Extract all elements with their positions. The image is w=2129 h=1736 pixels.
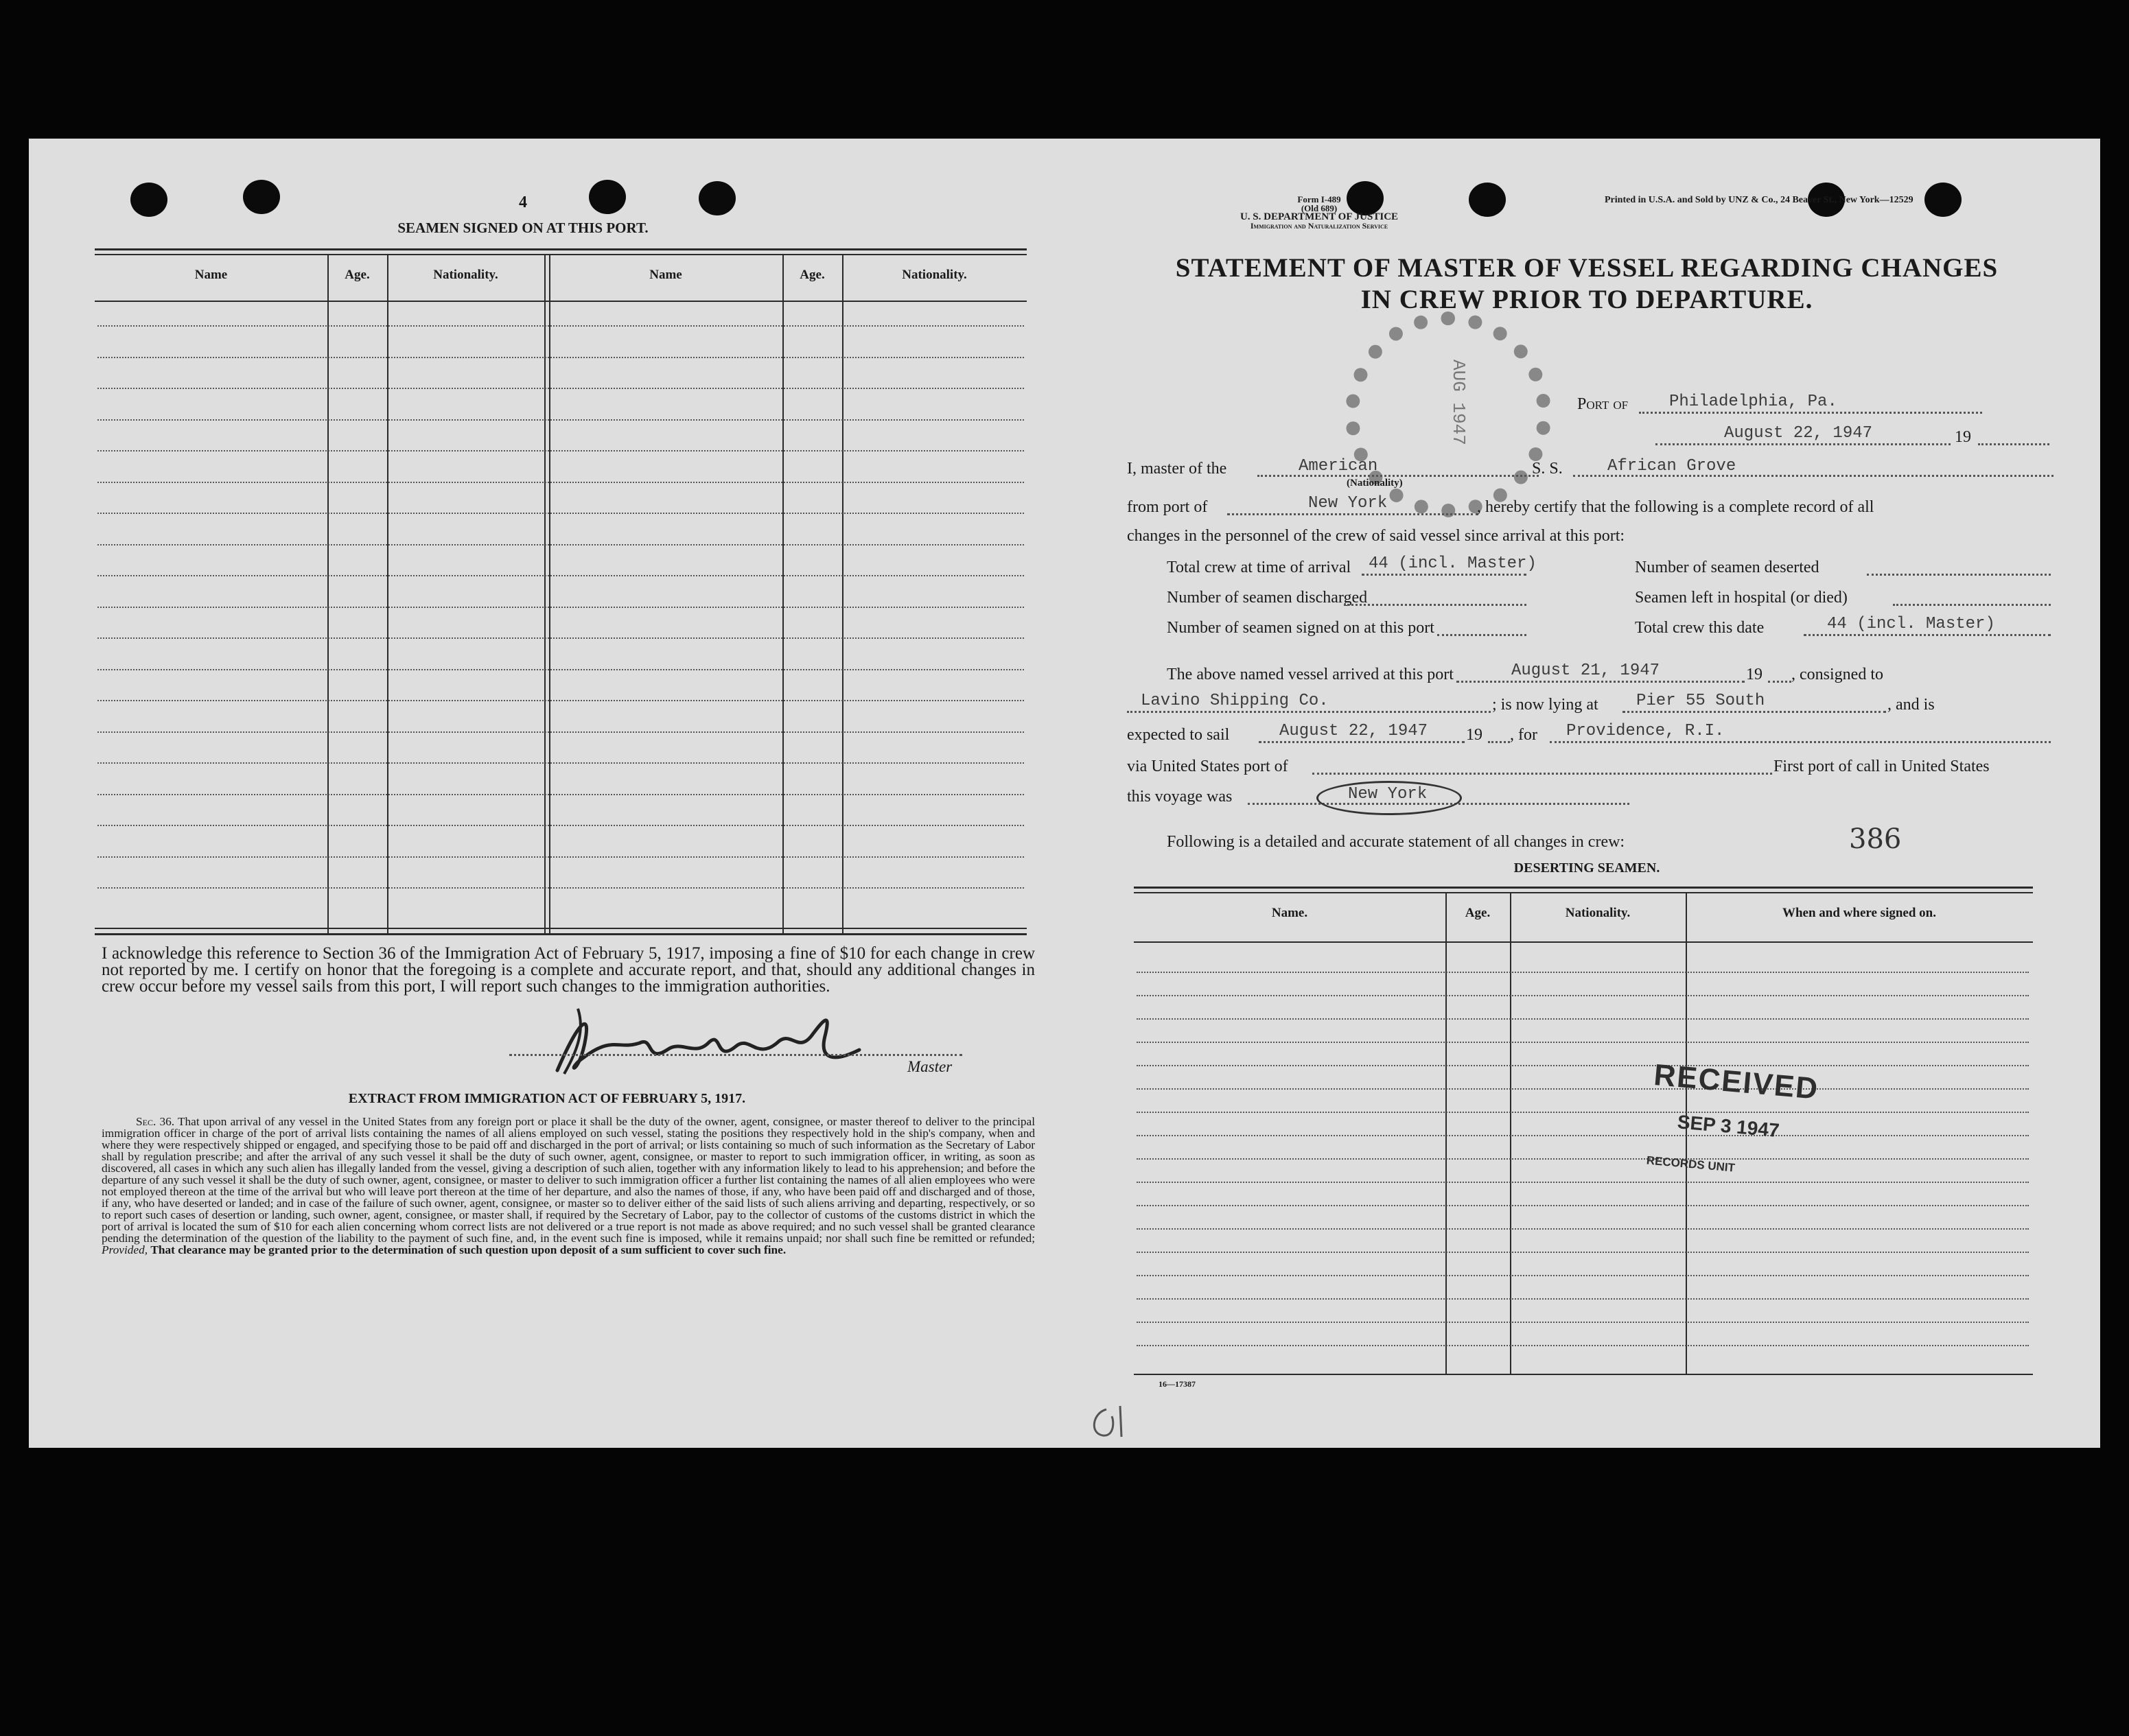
table-row: [97, 482, 1024, 483]
table-row: [97, 419, 1024, 421]
table-row: [97, 669, 1024, 670]
table-row: [97, 794, 1024, 795]
table-row: [1137, 1275, 2029, 1276]
table-row: [1137, 1322, 2029, 1323]
form-title: STATEMENT OF MASTER OF VESSEL REGARDING CHANGES IN CREW PRIOR TO DEPARTURE.: [1175, 253, 1999, 314]
port-label: Port of: [1577, 395, 1629, 413]
table-row: [97, 388, 1024, 389]
ss-label: S. S.: [1532, 460, 1563, 478]
table-row: [97, 575, 1024, 576]
voyage-label: this voyage was: [1127, 788, 1233, 806]
deserting-heading: DESERTING SEAMEN.: [1513, 860, 1660, 876]
expected-year: 19: [1466, 726, 1482, 744]
table-row: [1137, 1158, 2029, 1160]
table-row: [1137, 1112, 2029, 1113]
punch-hole: [1924, 183, 1962, 217]
punch-hole: [130, 183, 167, 217]
table-row: [1137, 1228, 2029, 1230]
column-header: Nationality.: [433, 268, 498, 282]
punch-hole: [1469, 183, 1506, 217]
printer-note: Printed in U.S.A. and Sold by UNZ & Co., 24 Beaver St., New York—12529: [1605, 195, 1913, 205]
year-prefix: 19: [1955, 428, 1971, 446]
arrived-label: The above named vessel arrived at this port: [1167, 666, 1454, 683]
first-port-label: First port of call in United States: [1773, 758, 1990, 775]
consigned-label: , consigned to: [1791, 666, 1883, 683]
table-row: [97, 731, 1024, 733]
for-label: , for: [1510, 726, 1537, 744]
table-row: [1137, 1252, 2029, 1253]
handwritten-number: 386: [1849, 823, 1902, 855]
certify-text: , hereby certify that the following is a complete record of all: [1477, 498, 1874, 516]
table-row: [1137, 1065, 2029, 1066]
extract-text: Sec. 36. That upon arrival of any vessel in the United States from any foreign port or place it shall be the duty of the owner, agent, consignee, or master thereof to deliver to the principal immigration officer in charge of the port of arrival lists containing the names of all aliens employed on such vessel, stating the positions they respectively hold in the ship's company, when and where they were respectively shipped or engaged, and specifying those to be paid off and discharged in the port of arrival; or lists containing so much of such information as the Secretary of Labor shall by regulation prescribe; and after the arrival of any such vessel it shall be the duty of such owner, agent, consignee, or master to report to such immigration officer, in writing, as soon as discovered, all cases in which any such alien has illegally landed from the vessel, giving a description of such alien, together with any information likely to lead to his apprehension; and before the departure of any such vessel it shall be the duty of such owner, agent, consignee, or master to deliver to such immigration officer a further list containing the names of all alien employees who were not employed thereon at the time of the arrival but who will leave port thereon at the time of her departure, and also the names of those, if any, who have been paid off and discharged and of those, if any, who have deserted or landed; and in case of the failure of such owner, agent, consignee, or master so to deliver either of the said lists of such aliens arriving and departing, respectively, or so to report such cases of desertion or landing, such owner, agent, consignee, or master shall, if required by the Secretary of Labor, pay to the collector of customs of the customs district in which the port of arrival is located the sum of $10 for each alien concerning whom correct lists are not delivered or a true report is not made as above required; and no such vessel shall be granted clearance pending the determination of the question of the liability to the payment of such fine, and, in the event such fine is imposed, while it remains unpaid; nor shall such fine be remitted or refunded; Provided, That clearance may be granted prior to the determination of such question upon deposit of a sum sufficient to cover such fine.: [102, 1115, 1036, 1256]
date-value: August 22, 1947: [1724, 424, 1873, 443]
from-port-value: New York: [1308, 494, 1388, 513]
table-row: [1137, 1205, 2029, 1206]
from-port-label: from port of: [1127, 498, 1208, 516]
left-page: [29, 139, 1065, 1448]
expected-value: August 22, 1947: [1279, 722, 1428, 740]
table-row: [1137, 1182, 2029, 1183]
deserted-label: Number of seamen deserted: [1635, 559, 1819, 576]
voyage-value: New York: [1348, 785, 1428, 804]
extract-title: EXTRACT FROM IMMIGRATION ACT OF FEBRUARY 5, 1917.: [348, 1091, 746, 1106]
footer-code: 16—17387: [1159, 1379, 1196, 1389]
pencil-mark: [1086, 1403, 1141, 1444]
nationality-value: American: [1299, 457, 1378, 476]
consignee-value: Lavino Shipping Co.: [1141, 692, 1329, 710]
column-header: Age.: [800, 268, 825, 282]
signed-on-heading: SEAMEN SIGNED ON AT THIS PORT.: [397, 220, 649, 236]
changes-text: changes in the personnel of the crew of said vessel since arrival at this port:: [1127, 527, 1625, 545]
column-header: When and where signed on.: [1782, 906, 1936, 920]
table-row: [97, 607, 1024, 608]
table-row: [1137, 972, 2029, 973]
expected-label: expected to sail: [1127, 726, 1230, 744]
arrived-year: 19: [1746, 666, 1762, 683]
column-header: Age.: [1465, 906, 1491, 920]
table-row: [97, 825, 1024, 826]
table-row: [1137, 1018, 2029, 1020]
table-row: [1137, 1345, 2029, 1346]
hospital-label: Seamen left in hospital (or died): [1635, 589, 1848, 607]
column-header: Nationality.: [1565, 906, 1631, 920]
circular-date-stamp: AUG 1947: [1345, 312, 1551, 517]
total-arrival-label: Total crew at time of arrival: [1167, 559, 1351, 576]
discharged-label: Number of seamen discharged: [1167, 589, 1368, 607]
via-label: via United States port of: [1127, 758, 1288, 775]
table-row: [97, 856, 1024, 858]
table-row: [1137, 1088, 2029, 1090]
master-of-label: I, master of the: [1127, 460, 1227, 478]
total-arrival-value: 44 (incl. Master): [1369, 554, 1537, 573]
following-text: Following is a detailed and accurate statement of all changes in crew:: [1167, 833, 1625, 851]
column-header: Name: [194, 268, 228, 282]
form-header: Form I-489 (Old 689) U. S. DEPARTMENT OF JUSTICE Immigration and Naturalization Service: [1240, 194, 1399, 231]
and-is-text: , and is: [1887, 696, 1935, 714]
master-signature: [537, 995, 894, 1084]
table-row: [97, 700, 1024, 701]
punch-hole: [243, 180, 280, 214]
page-number: 4: [519, 193, 527, 211]
table-row: [97, 887, 1024, 889]
column-header: Name.: [1271, 906, 1308, 920]
table-row: [97, 357, 1024, 358]
total-this-date-value: 44 (incl. Master): [1827, 615, 1995, 633]
column-header: Name: [649, 268, 682, 282]
punch-hole: [699, 181, 736, 215]
table-row: [97, 762, 1024, 764]
column-header: Age.: [345, 268, 370, 282]
table-row: [1137, 1298, 2029, 1300]
table-row: [1137, 1042, 2029, 1043]
received-stamp: RECEIVED SEP 3 1947 RECORDS UNIT: [1646, 1058, 1821, 1175]
table-row: [97, 544, 1024, 546]
lying-value: Pier 55 South: [1636, 692, 1765, 710]
right-page: [1065, 139, 2100, 1448]
table-row: [1137, 995, 2029, 996]
for-value: Providence, R.I.: [1566, 722, 1725, 740]
acknowledgement-paragraph: I acknowledge this reference to Section 36 of the Immigration Act of February 5, 1917, imposing a fine of $10 for each change in crew not reported by me. I certify on honor that the foregoing is a complete and accurate report, and that, should any additional changes in crew occur before my vessel sails from this port, I will report such changes to the immigration authorities.: [102, 944, 1035, 996]
table-row: [97, 450, 1024, 451]
master-label: Master: [907, 1058, 953, 1075]
table-row: [97, 325, 1024, 327]
table-row: [97, 513, 1024, 514]
column-header: Nationality.: [902, 268, 967, 282]
port-value: Philadelphia, Pa.: [1669, 392, 1837, 411]
total-this-date-label: Total crew this date: [1635, 619, 1765, 637]
arrived-value: August 21, 1947: [1511, 661, 1660, 680]
vessel-value: African Grove: [1607, 457, 1736, 476]
lying-label: ; is now lying at: [1492, 696, 1598, 714]
punch-hole: [589, 180, 626, 214]
signed-on-label: Number of seamen signed on at this port: [1167, 619, 1434, 637]
nationality-caption: (Nationality): [1347, 478, 1403, 489]
table-row: [1137, 1135, 2029, 1136]
table-row: [97, 637, 1024, 639]
